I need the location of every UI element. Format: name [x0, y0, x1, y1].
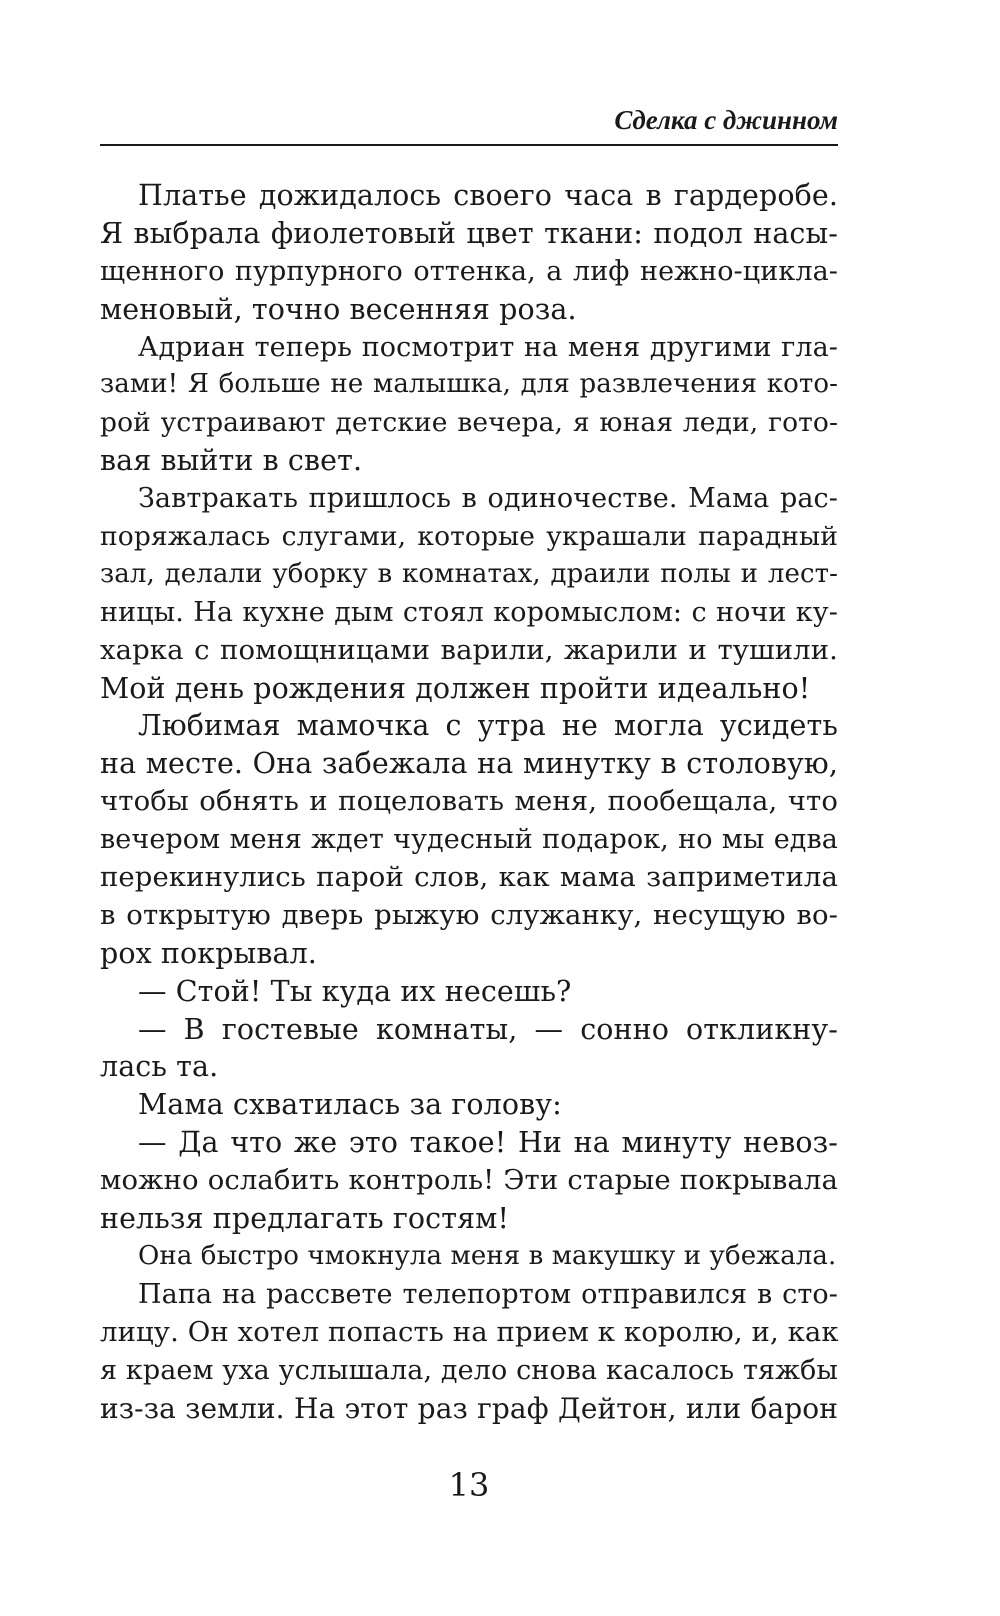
text-line: вечером меня ждет чудесный подарок, но мы едва: [100, 824, 838, 856]
text-line: рох покрывал.: [100, 936, 317, 970]
text-line: Я выбрала фиолетовый цвет ткани: подол насы-: [100, 216, 838, 250]
text-line: зал, делали уборку в комнатах, драили полы и лест-: [100, 558, 838, 589]
running-head: Сделка с джинном: [614, 105, 838, 135]
text-line: зами! Я больше не малышка, для развлечения кото-: [100, 369, 838, 400]
text-line: перекинулись парой слов, как мама заприметила: [100, 861, 838, 894]
text-line: на месте. Она забежала на минутку в столовую,: [100, 747, 838, 781]
text-line: Папа на рассвете телепортом отправился в сто-: [138, 1278, 838, 1310]
text-line: — В гостевые комнаты, — сонно откликну-: [138, 1012, 838, 1046]
text-line: — Стой! Ты куда их несешь?: [138, 974, 572, 1008]
text-line: лицу. Он хотел попасть на прием к королю, и, как: [100, 1315, 839, 1348]
text-line: Она быстро чмокнула меня в макушку и убежала.: [138, 1240, 837, 1271]
body-text: [100, 177, 838, 1427]
text-line: вая выйти в свет.: [100, 444, 363, 478]
text-line: я краем уха услышала, дело снова касалось тяжбы: [100, 1354, 838, 1386]
text-line: Завтракать пришлось в одиночестве. Мама рас-: [138, 483, 838, 515]
header-rule: [100, 144, 838, 146]
text-line: поряжалась слугами, которые украшали парадный: [100, 521, 838, 553]
text-line: Адриан теперь посмотрит на меня другими гла-: [138, 331, 838, 363]
text-line: Любимая мамочка с утра не могла усидеть: [138, 709, 838, 743]
text-line: лась та.: [100, 1050, 219, 1084]
text-line: чтобы обнять и поцеловать меня, пообещала, что: [100, 785, 838, 818]
text-line: ницы. На кухне дым стоял коромыслом: с ночи ку-: [100, 596, 838, 628]
text-line: можно ослабить контроль! Эти старые покрывала: [100, 1164, 838, 1197]
text-line: в открытую дверь рыжую служанку, несущую во-: [100, 898, 838, 931]
text-line: харка с помощницами варили, жарили и тушили.: [100, 633, 838, 666]
text-line: меновый, точно весенняя роза.: [100, 292, 577, 326]
text-line: рой устраивают детские вечера, я юная леди, гото-: [100, 407, 838, 439]
text-line: Мама схватилась за голову:: [138, 1088, 562, 1122]
text-line: из-за земли. На этот раз граф Дейтон, или барон: [100, 1391, 838, 1425]
text-line: щенного пурпурного оттенка, а лиф нежно-цикла-: [100, 255, 838, 287]
page-number: 13: [448, 1466, 490, 1504]
text-line: Платье дожидалось своего часа в гардеробе.: [138, 179, 838, 212]
text-line: нельзя предлагать гостям!: [100, 1202, 510, 1236]
text-line: Мой день рождения должен пройти идеально!: [100, 671, 811, 705]
text-line: — Да что же это такое! Ни на минуту невоз-: [138, 1126, 838, 1160]
